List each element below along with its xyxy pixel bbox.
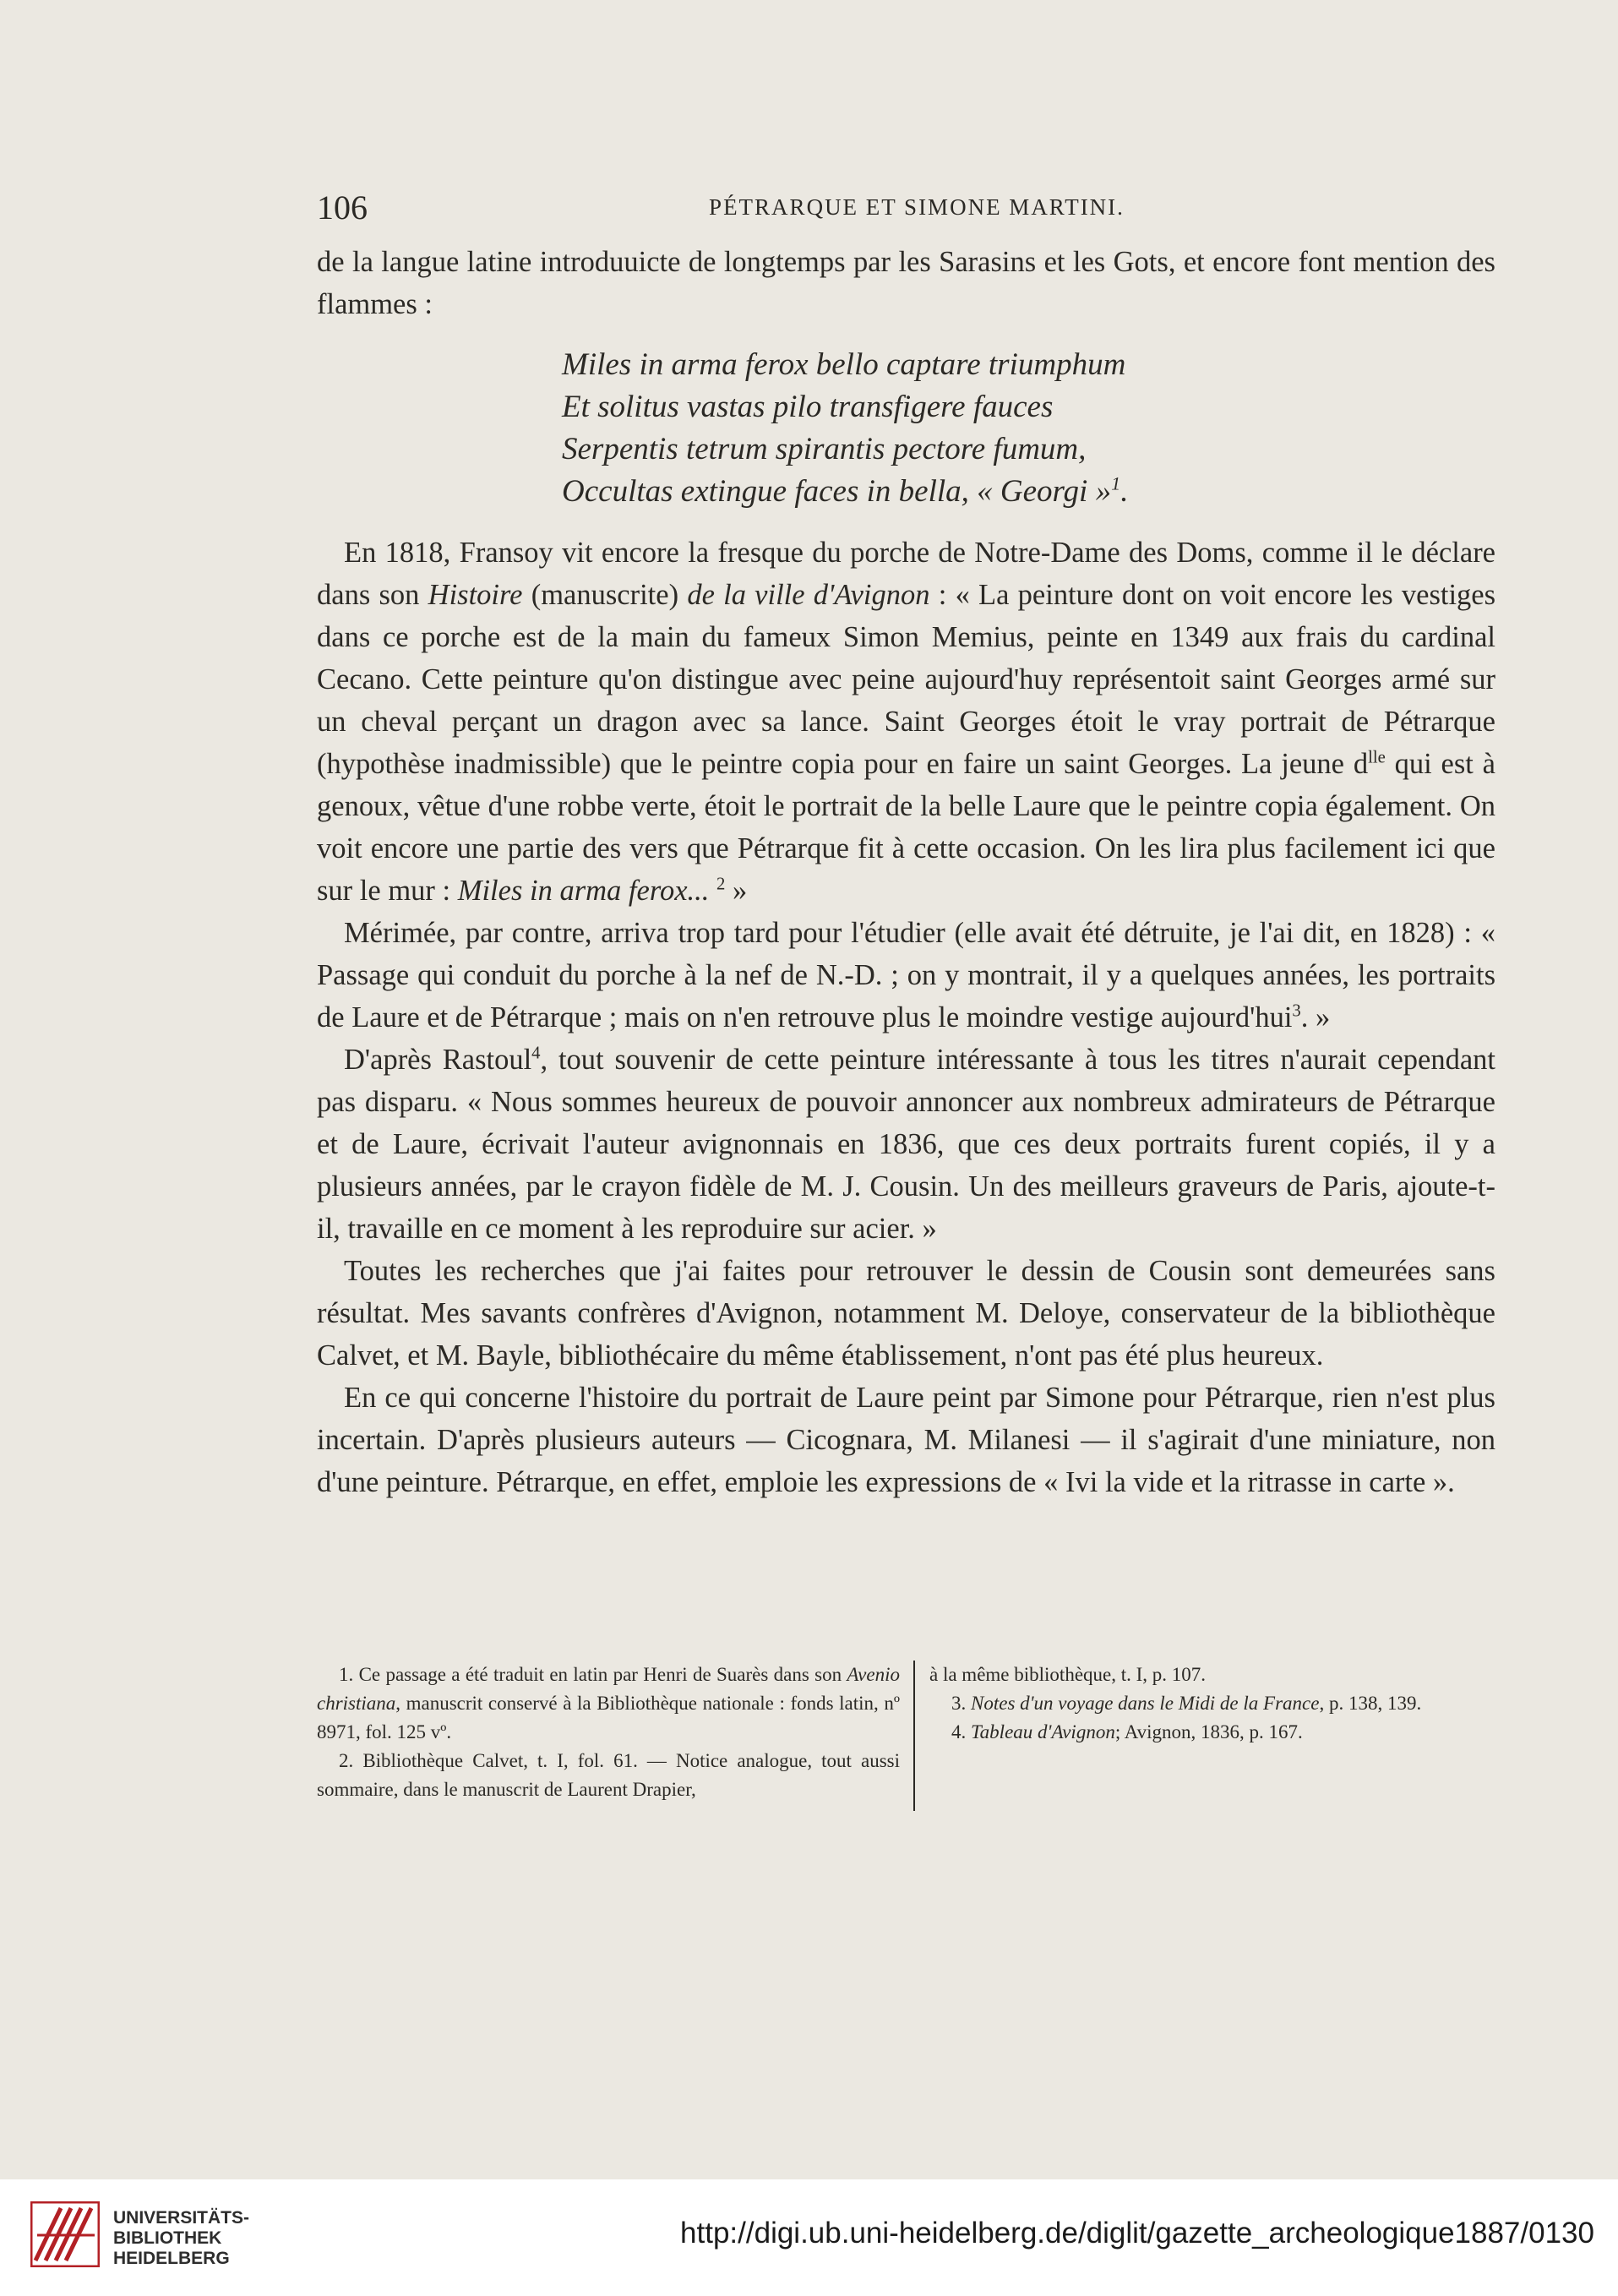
footnote-ref-4: 4 bbox=[531, 1044, 541, 1063]
poem-line-4 bbox=[562, 471, 1495, 513]
poem-line-2: Et solitus vastas pilo transfigere fauces bbox=[562, 390, 1054, 424]
library-name bbox=[113, 2208, 249, 2269]
footnote-4-number: 4. bbox=[951, 1721, 967, 1742]
footnotes-left-column bbox=[317, 1661, 900, 1804]
paragraph-recherches: Toutes les recherches que j'ai faites pour retrouver le dessin de Cousin sont demeurées sans résultat. Mes savants confrères d'Avignon, notamment M. Deloye, conservateur de la bibliothèque Calvet, et M. Bayle, bibliothécaire du même établissement, n'ont pas été plus heureux. bbox=[317, 1255, 1495, 1372]
body-text bbox=[317, 241, 1495, 1503]
permalink-url[interactable]: http://digi.ub.uni-heidelberg.de/diglit/gazette_archeologique1887/0130 bbox=[680, 2217, 1594, 2250]
paragraph-rastoul bbox=[317, 1039, 1495, 1250]
digitization-footer bbox=[0, 2179, 1618, 2296]
footnote-4 bbox=[929, 1718, 1512, 1747]
footnote-ref-3: 3 bbox=[1292, 1001, 1301, 1021]
footnote-3-title: Notes d'un voyage dans le Midi de la France bbox=[971, 1693, 1320, 1714]
footnote-3 bbox=[929, 1689, 1512, 1718]
footnote-1-title: Avenio christiana bbox=[317, 1664, 900, 1714]
p3-text-b: , tout souvenir de cette peinture intéressante à tous les titres n'aurait cependant pas disparu. « Nous sommes heureux de pouvoir annoncer aux nombreux admirateurs de Pétrarque et de Laure, écrivait l'auteur avignonnais en 1836, que ces deux portraits furent copiés, il y a plusieurs années, par le crayon fidèle de M. J. Cousin. Un des meilleurs graveurs de Paris, ajoute-t-il, travaille en ce moment à les reproduire sur acier. » bbox=[317, 1044, 1495, 1245]
footnote-1 bbox=[317, 1661, 900, 1747]
p1-quote: Miles in arma ferox... bbox=[457, 875, 710, 907]
p1-text-b: (manuscrite) bbox=[531, 579, 679, 611]
footnote-2: 2. Bibliothèque Calvet, t. I, fol. 61. — Notice analogue, tout aussi sommaire, dans le manuscrit de Laurent Drapier, bbox=[317, 1750, 900, 1800]
paragraph-histoire-portrait: En ce qui concerne l'histoire du portrait de Laure peint par Simone pour Pétrarque, rien n'est plus incertain. D'après plusieurs auteurs — Cicognara, M. Milanesi — il s'agirait d'une miniature, non d'une peinture. Pétrarque, en effet, emploie les expressions de « Ivi la vide et la ritrasse in carte ». bbox=[317, 1382, 1495, 1498]
p1-text-d: qui est à genoux, vêtue d'une robbe verte, étoit le portrait de la belle Laure que le peintre copia également. On voit encore une partie des vers que Pétrarque fit à cette occasion. On les lira plus facilement ici que sur le mur : bbox=[317, 748, 1495, 907]
paragraph-fransoy bbox=[317, 532, 1495, 912]
poem-end: . bbox=[1120, 474, 1129, 509]
footnote-3-number: 3. bbox=[951, 1693, 967, 1714]
library-name-line-2: BIBLIOTHEK bbox=[113, 2228, 222, 2248]
p1-end: » bbox=[733, 875, 748, 907]
latin-poem bbox=[562, 344, 1495, 513]
footnote-3-rest: , p. 138, 139. bbox=[1319, 1693, 1422, 1714]
p1-superscript: lle bbox=[1368, 748, 1386, 767]
footnote-4-rest: ; Avignon, 1836, p. 167. bbox=[1114, 1721, 1303, 1742]
footnote-ref-2: 2 bbox=[716, 875, 726, 894]
library-name-line-1: UNIVERSITÄTS- bbox=[113, 2208, 250, 2228]
p1-title-histoire: Histoire bbox=[428, 579, 523, 611]
running-title: PÉTRARQUE ET SIMONE MARTINI. bbox=[709, 194, 1125, 220]
paragraph-merimee bbox=[317, 912, 1495, 1039]
footnote-1-text-a: 1. Ce passage a été traduit en latin par Henri de Suarès dans son bbox=[339, 1664, 842, 1685]
footnote-ref-1: 1 bbox=[1111, 472, 1121, 494]
footnote-2-continued: à la même bibliothèque, t. I, p. 107. bbox=[929, 1664, 1207, 1685]
page-number: 106 bbox=[317, 188, 368, 226]
page-header bbox=[317, 188, 1517, 230]
paragraph-lead: de la langue latine introduuicte de longtemps par les Sarasins et les Gots, et encore font mention des flammes : bbox=[317, 246, 1495, 320]
footnote-column-rule bbox=[913, 1661, 915, 1811]
p1-text-c: : « La peinture dont on voit encore les vestiges dans ce porche est de la main du fameux Simon Memius, peinte en 1349 aux frais du cardinal Cecano. Cette peinture qu'on distingue avec peine aujourd'huy représentoit saint Georges armé sur un cheval perçant un dragon avec sa lance. Saint Georges étoit le vray portrait de Pétrarque (hypothèse inadmissible) que le peintre copia pour en faire un saint Georges. La jeune d bbox=[317, 579, 1496, 780]
p1-title-ville: de la ville d'Avignon bbox=[687, 579, 930, 611]
p2-text: Mérimée, par contre, arriva trop tard pour l'étudier (elle avait été détruite, je l'ai dit, en 1828) : « Passage qui conduit du porche à la nef de N.-D. ; on y montrait, il y a quelques années, les portraits de Laure et de Pétrarque ; mais on n'en retrouve plus le moindre vestige aujourd'hui bbox=[317, 917, 1495, 1033]
p3-text-a: D'après Rastoul bbox=[344, 1044, 532, 1076]
p2-end: . » bbox=[1300, 1001, 1331, 1033]
poem-line-1: Miles in arma ferox bello captare triumphum bbox=[562, 347, 1126, 382]
poem-line-3: Serpentis tetrum spirantis pectore fumum, bbox=[562, 432, 1087, 466]
library-name-line-3: HEIDELBERG bbox=[113, 2249, 230, 2268]
p1-text-a: En 1818, Fransoy vit encore la fresque du porche de Notre-Dame des Doms, comme il le déclare dans son bbox=[317, 537, 1495, 611]
footnote-1-text-b: , manuscrit conservé à la Bibliothèque nationale : fonds latin, nº 8971, fol. 125 vº. bbox=[317, 1693, 900, 1742]
university-library-logo-icon bbox=[30, 2201, 100, 2267]
poem-line-4-text: Occultas extingue faces in bella, « Georgi » bbox=[562, 474, 1112, 509]
footnote-4-title: Tableau d'Avignon bbox=[971, 1721, 1115, 1742]
footnotes-right-column bbox=[929, 1661, 1512, 1747]
